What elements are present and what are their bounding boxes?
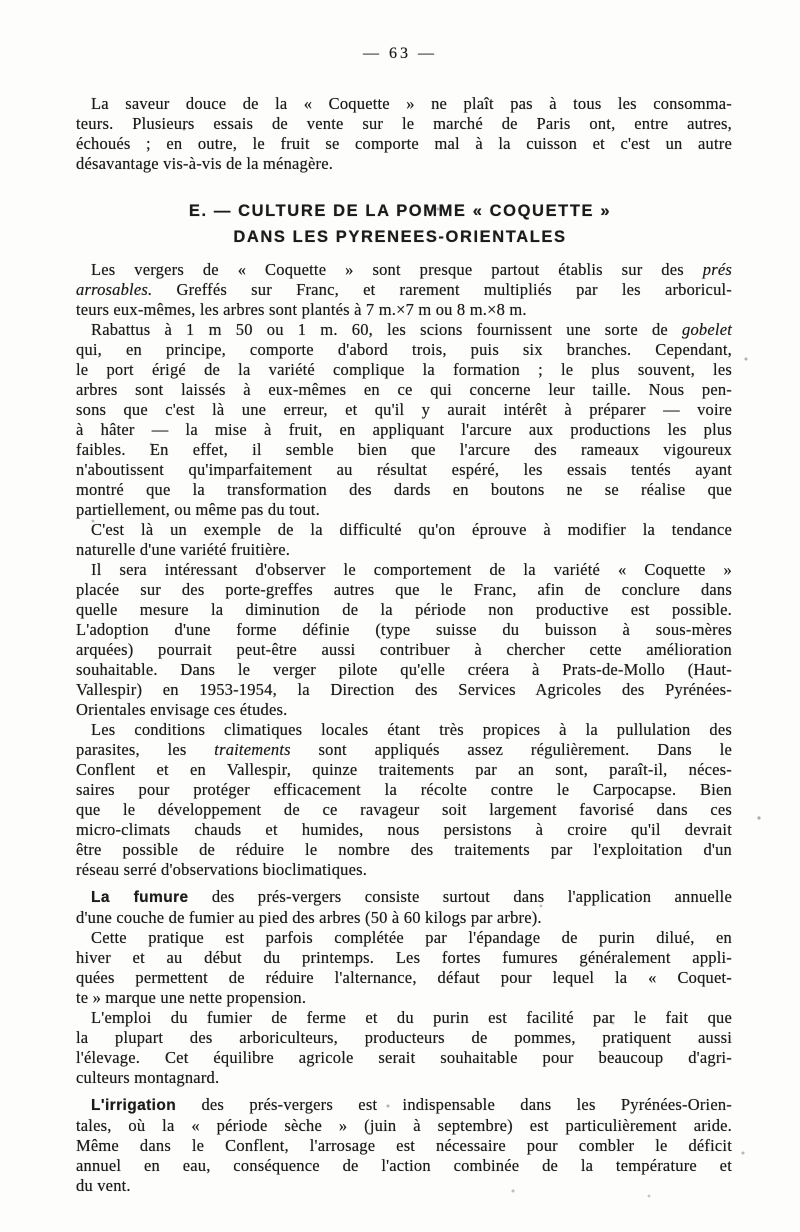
text-line [76, 460, 732, 480]
text-line [76, 887, 732, 908]
text-run: L'adoption d'une forme définie (type suisse du buisson à sous-mères [76, 620, 732, 639]
text-run: qui, en principe, comporte d'abord trois, puis six branches. Cependant, [76, 340, 732, 359]
text-line [76, 720, 732, 740]
text-run: le port érigé de la variété complique la formation ; le plus souvent, les [76, 360, 732, 379]
text-run: faibles. En effet, il semble bien que l'arcure des rameaux vigoureux [76, 440, 732, 459]
paragraph [76, 887, 732, 928]
text-run: Les vergers de « Coquette » sont presque partout établis sur des [91, 260, 703, 279]
text-line [76, 1176, 732, 1196]
text-line [76, 908, 732, 928]
text-run: Conflent et en Vallespir, quinze traitements par an sont, paraît-il, néces- [76, 760, 732, 779]
text-run: parasites, les [76, 740, 215, 759]
text-line [76, 1008, 732, 1028]
text-run: hiver et au début du printemps. Les fortes fumures généralement appli- [76, 948, 732, 967]
text-run: C'est là un exemple de la difficulté qu'on éprouve à modifier la tendance [91, 520, 732, 539]
text-run: micro-climats chauds et humides, nous persistons à croire qu'il devrait [76, 820, 732, 839]
text-line [76, 1156, 732, 1176]
text-run: n'aboutissent qu'imparfaitement au résultat espéré, les essais tentés ayant [76, 460, 732, 479]
text-run: L'emploi du fumier de ferme et du purin est facilité par le fait que [91, 1008, 732, 1027]
text-run: échoués ; en outre, le fruit se comporte mal à la cuisson et c'est un autre [76, 134, 732, 153]
text-run: te » marque une nette propension. [76, 988, 307, 1007]
text-run: Orientales envisage ces études. [76, 700, 288, 719]
text-line [76, 820, 732, 840]
paragraph [76, 94, 732, 174]
section-heading-line-2: DANS LES PYRENEES-ORIENTALES [233, 228, 567, 246]
text-run: des prés-vergers est indispensable dans les Pyrénées-Orien- [176, 1095, 732, 1114]
text-run: Cette pratique est parfois complétée par l'épandage de purin dilué, en [91, 928, 732, 947]
text-run: que le développement de ce ravageur soit largement favorisé dans ces [76, 800, 732, 819]
text-line [76, 700, 732, 720]
text-run: quées permettent de réduire l'alternance, défaut pour lequel la « Coquet- [76, 968, 732, 987]
text-line [76, 280, 732, 300]
text-line [76, 1048, 732, 1068]
text-line [76, 260, 732, 280]
paragraph [76, 560, 732, 720]
text-line [76, 600, 732, 620]
text-run: naturelle d'une variété fruitière. [76, 540, 291, 559]
text-run: sont appliqués assez régulièrement. Dans le [290, 740, 732, 759]
text-line [76, 928, 732, 948]
text-run: l'élevage. Cet équilibre agricole serait souhaitable pour beaucoup d'agri- [76, 1048, 732, 1067]
text-run: La fumure [91, 889, 189, 906]
text-run: arquées) pourrait peut-être aussi contribuer à chercher cette amélioration [76, 640, 732, 659]
text-line [76, 360, 732, 380]
text-run: arrosables. [76, 280, 153, 299]
text-line [76, 620, 732, 640]
text-line [76, 114, 732, 134]
text-line [76, 740, 732, 760]
text-line [76, 1028, 732, 1048]
text-run: Greffés sur Franc, et rarement multipliés par les arboricul- [152, 280, 732, 299]
text-line [76, 1136, 732, 1156]
text-run: teurs. Plusieurs essais de vente sur le marché de Paris ont, entre autres, [76, 114, 732, 133]
scan-speck [0, 0, 2, 2]
text-line [76, 500, 732, 520]
paragraph [76, 260, 732, 320]
text-run: du vent. [76, 1176, 131, 1195]
text-run: prés [702, 260, 732, 279]
text-line [76, 154, 732, 174]
text-run: annuel en eau, conséquence de l'action combinée de la température et [76, 1156, 732, 1175]
text-run: traitements [214, 740, 291, 759]
text-run: sons que c'est là une erreur, et qu'il y aurait intérêt à préparer — voire [76, 400, 732, 419]
text-run: arbres sont laissés à eux-mêmes en ce qui concerne leur taille. Nous pen- [76, 380, 732, 399]
text-line [76, 520, 732, 540]
paragraph [76, 1095, 732, 1196]
text-run: partiellement, ou même pas du tout. [76, 500, 320, 519]
text-line [76, 840, 732, 860]
text-run: Il sera intéressant d'observer le comportement de la variété « Coquette » [91, 560, 732, 579]
text-run: souhaitable. Dans le verger pilote qu'elle créera à Prats-de-Mollo (Haut- [76, 660, 732, 679]
text-run: placée sur des porte-greffes autres que le Franc, afin de conclure dans [76, 580, 732, 599]
text-line [76, 1116, 732, 1136]
text-run: culteurs montagnard. [76, 1068, 220, 1087]
paragraph [76, 1008, 732, 1088]
page-number: — 63 — [363, 45, 437, 62]
text-run: gobelet [682, 320, 732, 339]
text-line [76, 94, 732, 114]
text-run: Rabattus à 1 m 50 ou 1 m. 60, les scions fournissent une sorte de [91, 320, 683, 339]
paragraph [76, 320, 732, 520]
section-heading-line-1: E. — CULTURE DE LA POMME « COQUETTE » [188, 202, 612, 220]
text-line [76, 1095, 732, 1116]
text-line [76, 780, 732, 800]
text-line [76, 480, 732, 500]
text-line [76, 948, 732, 968]
text-line [76, 380, 732, 400]
text-line [76, 640, 732, 660]
paragraph [76, 720, 732, 880]
text-line [76, 560, 732, 580]
text-line [76, 400, 732, 420]
text-run: teurs eux-mêmes, les arbres sont plantés à 7 m.×7 m ou 8 m.×8 m. [76, 300, 527, 319]
paragraph [76, 520, 732, 560]
text-run: la plupart des arboriculteurs, producteurs de pommes, pratiquent aussi [76, 1028, 732, 1047]
text-run: Même dans le Conflent, l'arrosage est nécessaire pour combler le déficit [76, 1136, 732, 1155]
text-line [76, 340, 732, 360]
text-run: tales, où la « période sèche » (juin à septembre) est particulièrement aride. [76, 1116, 732, 1135]
text-run: à hâter — la mise à fruit, en appliquant l'arcure aux productions les plus [76, 420, 732, 439]
text-line [76, 580, 732, 600]
text-line [76, 1068, 732, 1088]
paragraph [76, 928, 732, 1008]
text-line [76, 300, 732, 320]
text-run: quelle mesure la diminution de la période non productive est possible. [76, 600, 732, 619]
text-run: La saveur douce de la « Coquette » ne plaît pas à tous les consomma- [91, 94, 732, 113]
intro-text-block [76, 94, 732, 174]
text-line [76, 680, 732, 700]
section-heading [0, 198, 800, 250]
text-line [76, 988, 732, 1008]
text-line [76, 540, 732, 560]
text-run: montré que la transformation des dards en boutons ne se réalise que [76, 480, 732, 499]
text-run: L'irrigation [91, 1097, 177, 1114]
text-line [76, 968, 732, 988]
text-line [76, 440, 732, 460]
text-line [76, 320, 732, 340]
text-run: d'une couche de fumier au pied des arbres (50 à 60 kilogs par arbre). [76, 908, 542, 927]
text-run: Les conditions climatiques locales étant très propices à la pullulation des [91, 720, 732, 739]
text-run: Vallespir) en 1953-1954, la Direction des Services Agricoles des Pyrénées- [76, 680, 732, 699]
text-run: réseau serré d'observations bioclimatiques. [76, 860, 368, 879]
text-run: désavantage vis-à-vis de la ménagère. [76, 154, 334, 173]
text-line [76, 420, 732, 440]
text-line [76, 860, 732, 880]
text-line [76, 800, 732, 820]
text-run: être possible de réduire le nombre des traitements par l'exploitation d'un [76, 840, 732, 859]
text-run: saires pour protéger efficacement la récolte contre le Carpocapse. Bien [76, 780, 732, 799]
text-line [76, 660, 732, 680]
text-run: des prés-vergers consiste surtout dans l'application annuelle [188, 887, 732, 906]
body-text-block [76, 260, 732, 1196]
text-line [76, 134, 732, 154]
text-line [76, 760, 732, 780]
